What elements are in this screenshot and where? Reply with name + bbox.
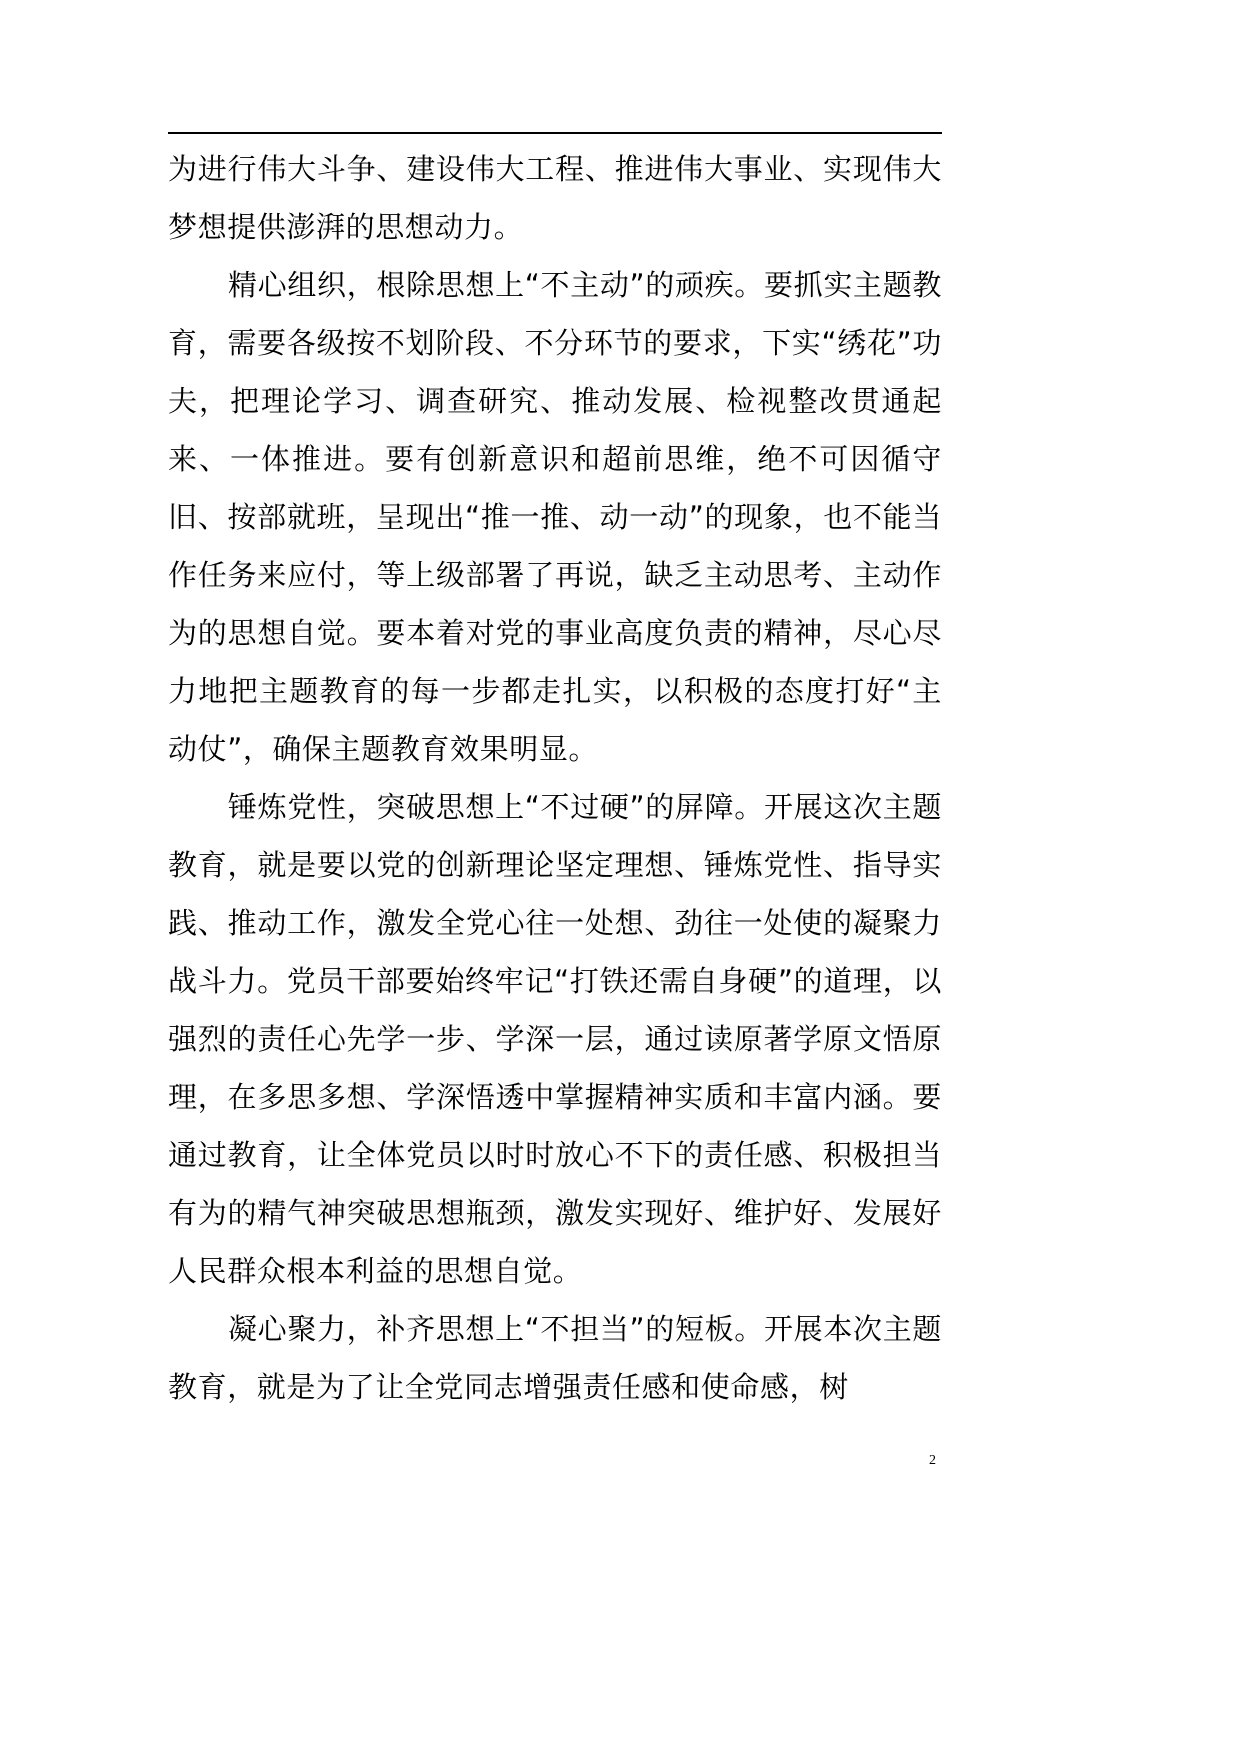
text-line: 主动思考、主动作为的思想自觉。要本着对党的事业高度 (168, 558, 942, 650)
text-line: 主题教育，就是要以党的创新理论坚定理想、锤炼党性、 (168, 790, 942, 882)
text-line: 整改贯通起来、一体推进。要有创新意识和超前思维，绝 (168, 384, 942, 476)
text-line: 现象，也不能当作任务来应付，等上级部署了再说，缺乏 (168, 500, 942, 592)
text-line: 负责的精神，尽心尽力地把主题教育的每一步都走扎实， (168, 616, 942, 708)
text-line: 实质和丰富内涵。要通过教育，让全体党员以时时放心不 (168, 1080, 942, 1172)
header-rule (168, 132, 942, 134)
paragraph (168, 778, 942, 1300)
body-text (168, 140, 942, 1416)
text-line: 大梦想提供澎湃的思想动力。 (168, 152, 942, 244)
text-line: 为进行伟大斗争、建设伟大工程、推进伟大事业、实现伟 (168, 152, 913, 186)
text-line: 硬”的道理，以强烈的责任心先学一步、学深一层，通过 (168, 964, 942, 1056)
text-line: 下的责任感、积极担当有为的精气神突破思想瓶颈，激发 (168, 1138, 942, 1230)
page-number: 2 (929, 1453, 936, 1468)
text-line: 实现好、维护好、发展好人民群众根本利益的思想自觉。 (168, 1196, 942, 1288)
paragraph (168, 140, 942, 256)
text-line: 以积极的态度打好“主动仗”，确保主题教育效果明显。 (168, 674, 942, 766)
text-line: 不可因循守旧、按部就班，呈现出“推一推、动一动”的 (168, 442, 942, 534)
paragraph (168, 256, 942, 778)
text-line: 读原著学原文悟原理，在多思多想、学深悟透中掌握精神 (168, 1022, 942, 1114)
text-line: 凝心聚力，补齐思想上“不担当”的短板。开展本次 (228, 1312, 883, 1346)
paragraph (168, 1300, 942, 1416)
text-line: 的凝聚力战斗力。党员干部要始终牢记“打铁还需自身 (168, 906, 943, 998)
text-line: 锤炼党性，突破思想上“不过硬”的屏障。开展这次 (228, 790, 883, 824)
text-line: 题教育，需要各级按不划阶段、不分环节的要求，下实 (168, 268, 942, 360)
text-line: 主题教育，就是为了让全党同志增强责任感和使命感，树 (168, 1312, 942, 1404)
text-line: 指导实践、推动工作，激发全党心往一处想、劲往一处使 (168, 848, 942, 940)
text-line: “绣花”功夫，把理论学习、调查研究、推动发展、检视 (168, 326, 942, 418)
text-line: 精心组织，根除思想上“不主动”的顽疾。要抓实主 (228, 268, 883, 302)
